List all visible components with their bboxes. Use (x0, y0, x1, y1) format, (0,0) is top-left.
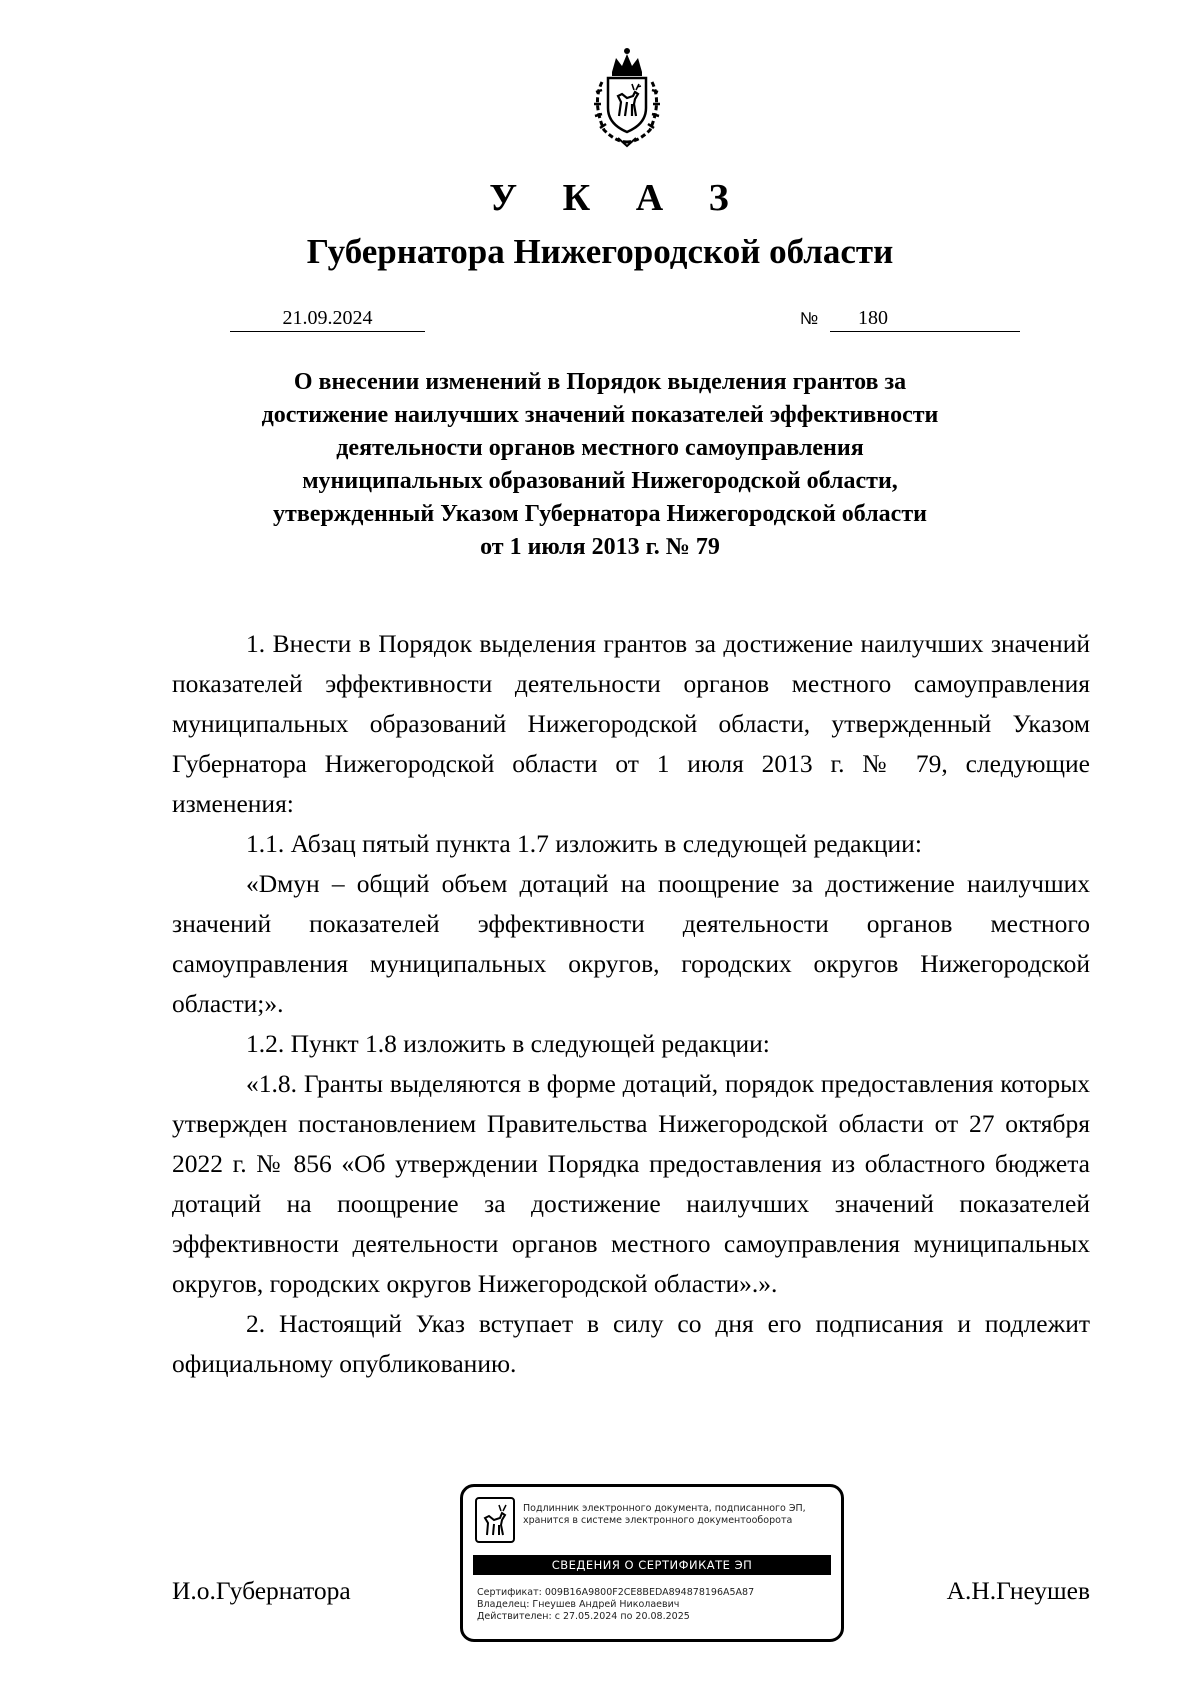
stamp-header-line: хранится в системе электронного документооборота (523, 1515, 793, 1526)
subject-line: от 1 июля 2013 г. № 79 (480, 534, 720, 560)
document-number: 180 (858, 307, 888, 329)
body-paragraph: 1.1. Абзац пятый пункта 1.7 изложить в следующей редакции: (246, 829, 922, 858)
certificate-owner: Владелец: Гнеушев Андрей Николаевич (477, 1599, 680, 1610)
document-date: 21.09.2024 (230, 305, 425, 332)
signatory-position: И.о.Губернатора (172, 1576, 351, 1605)
signatory-name: А.Н.Гнеушев (946, 1576, 1090, 1605)
body-paragraph: 2. Настоящий Указ вступает в силу со дня его подписания и подлежит официальному опубликованию. (172, 1309, 1090, 1378)
document-type-title: У К А З (489, 177, 747, 219)
deer-logo-icon (475, 1497, 515, 1543)
subject-line: муниципальных образований Нижегородской области, (302, 468, 898, 494)
stamp-header-line: Подлинник электронного документа, подписанного ЭП, (523, 1503, 806, 1514)
body-paragraph: «1.8. Гранты выделяются в форме дотаций, порядок предоставления которых утвержден постановлением Правительства Нижегородской области от 27 октября 2022 г. № 856 «Об утверждении Порядка предоставления из областного бюджета дотаций на поощрение за достижение наилучших значений показателей эффективности деятельности органов местного самоуправления муниципальных округов, городских округов Нижегородской области».». (172, 1069, 1090, 1298)
subject-line: утвержденный Указом Губернатора Нижегородской области (273, 501, 927, 527)
subject-line: деятельности органов местного самоуправления (336, 435, 864, 461)
body-paragraph: 1.2. Пункт 1.8 изложить в следующей редакции: (246, 1029, 770, 1058)
body-paragraph: 1. Внести в Порядок выделения грантов за достижение наилучших значений показателей эффективности деятельности органов местного самоуправления муниципальных образований Нижегородской области, утвержденный Указом Губернатора Нижегородской области от 1 июля 2013 г. № 79, следующие изменения: (172, 629, 1090, 818)
number-sign: № (800, 309, 819, 328)
certificate-validity: Действителен: с 27.05.2024 по 20.08.2025 (477, 1611, 690, 1622)
coat-of-arms-icon (572, 42, 682, 152)
subject-line: О внесении изменений в Порядок выделения грантов за (293, 369, 907, 395)
stamp-certificate-banner: СВЕДЕНИЯ О СЕРТИФИКАТЕ ЭП (473, 1555, 831, 1575)
stamp-header (523, 1503, 833, 1527)
certificate-id: Сертификат: 009B16A9800F2CE8BEDA894878196A5A87 (477, 1587, 755, 1598)
issuer-title: Губернатора Нижегородской области (306, 232, 894, 271)
document-subject (150, 366, 1050, 564)
body-paragraph: «Dмун – общий объем дотаций на поощрение за достижение наилучших значений показателей эффективности деятельности органов местного самоуправления муниципальных округов, городских округов Нижегородской области;». (172, 869, 1090, 1018)
electronic-signature-stamp (460, 1484, 844, 1642)
stamp-certificate-info (477, 1587, 837, 1623)
document-number-field (830, 305, 1020, 332)
subject-line: достижение наилучших значений показателей эффективности (261, 402, 939, 428)
document-body (172, 624, 1090, 1384)
